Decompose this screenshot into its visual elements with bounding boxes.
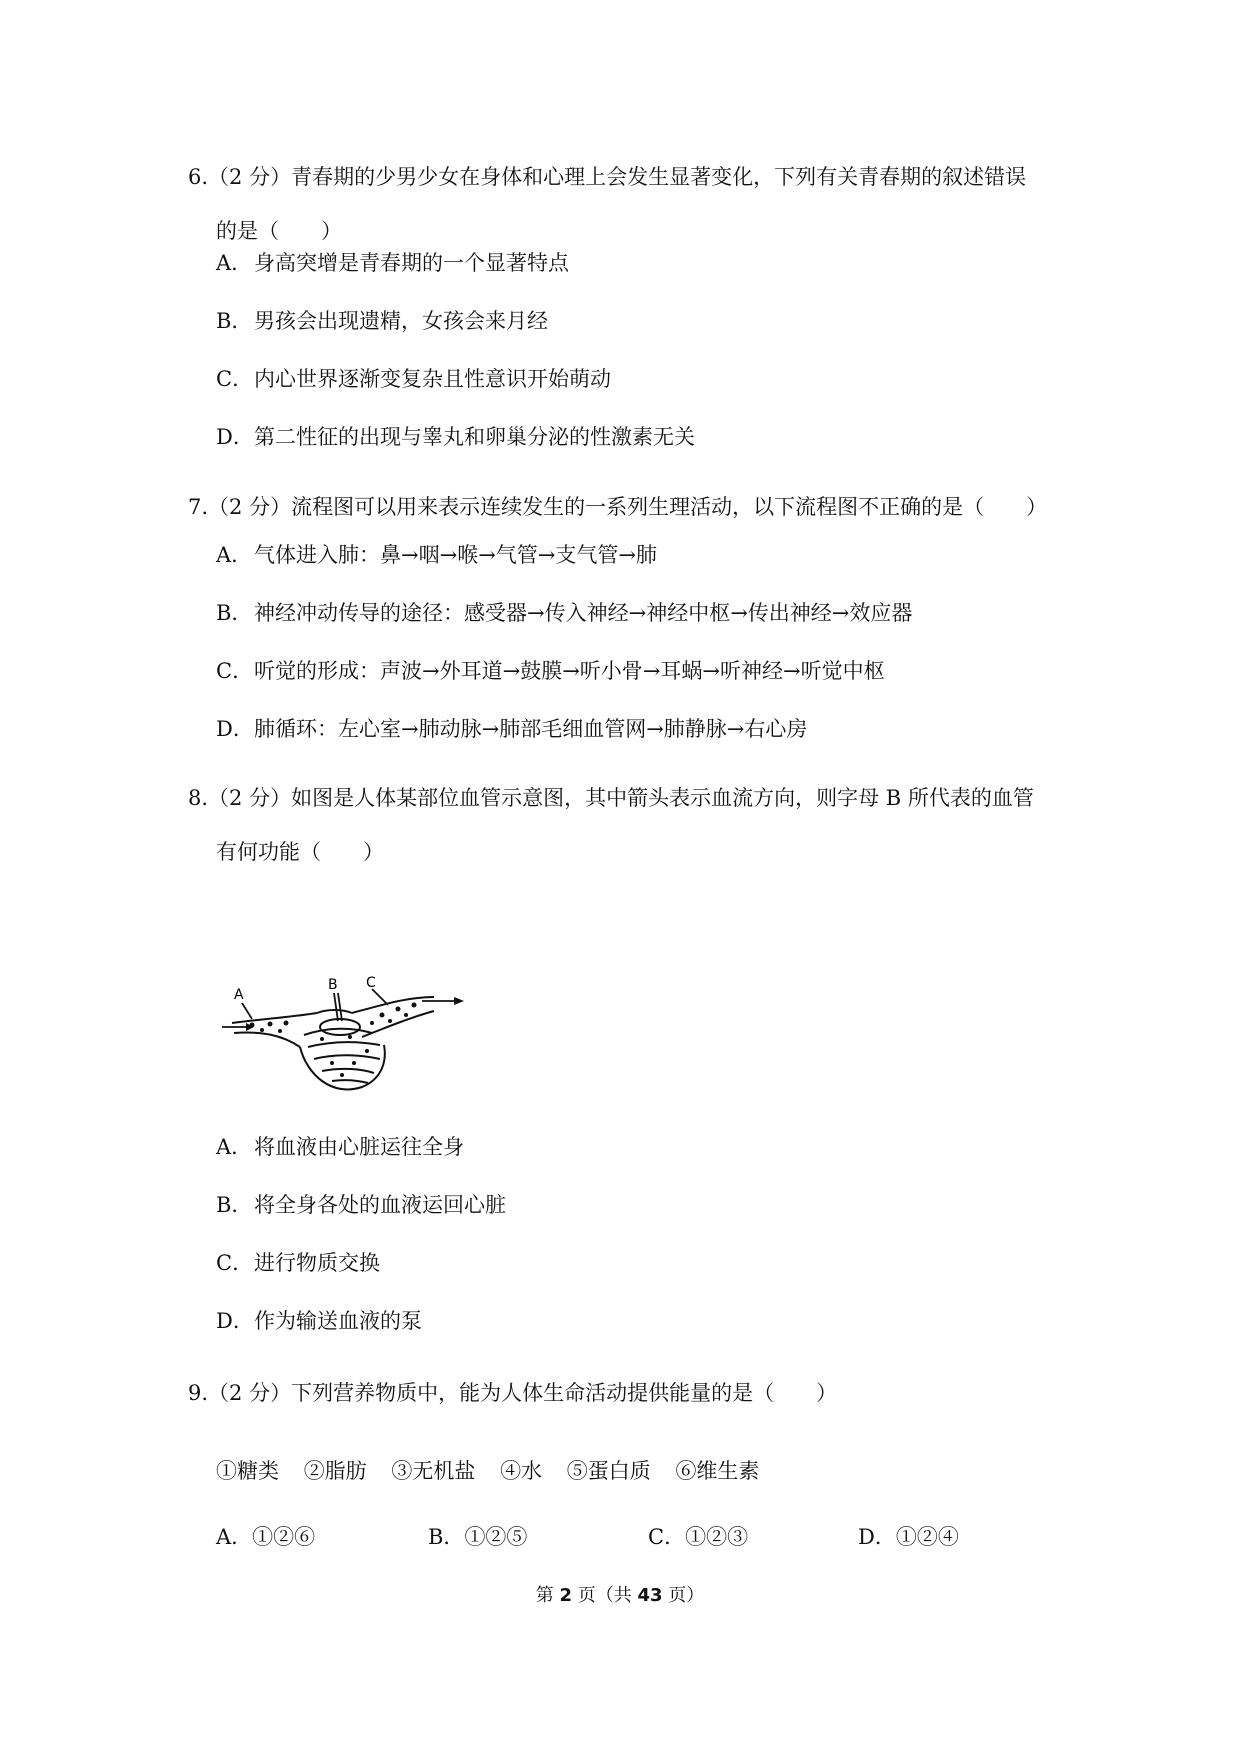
question-stem-continued: 有何功能（ ） [216, 840, 384, 864]
question-7 [188, 480, 1068, 534]
question-number: 9. [188, 1381, 209, 1405]
option-text: 身高突增是青春期的一个显著特点 [254, 251, 569, 275]
question-stem: （2 分）下列营养物质中，能为人体生命活动提供能量的是（ ） [208, 1381, 838, 1405]
current-page-number: 2 [559, 1585, 572, 1606]
option-a [216, 1131, 464, 1161]
option-text: ①②⑥ [252, 1525, 316, 1549]
option-text: 内心世界逐渐变复杂且性意识开始萌动 [254, 367, 611, 391]
option-label: A． [216, 1525, 253, 1549]
option-label: B． [216, 601, 253, 625]
option-label: D． [216, 1309, 254, 1333]
option-b [428, 1521, 527, 1551]
question-9 [188, 1366, 1068, 1420]
option-a [216, 539, 657, 569]
option-d [216, 421, 695, 451]
option-text: 神经冲动传导的途径：感受器→传入神经→神经中枢→传出神经→效应器 [254, 601, 913, 625]
label-a: A [234, 987, 244, 1003]
nutrient-item: ③无机盐 [391, 1459, 476, 1483]
question-number: 6. [188, 165, 209, 189]
option-label: C． [216, 367, 254, 391]
option-label: C． [216, 659, 254, 683]
option-text: 进行物质交换 [254, 1251, 380, 1275]
option-d [216, 1305, 422, 1335]
blood-vessel-diagram [222, 975, 472, 1100]
question-stem: （2 分）青春期的少男少女在身体和心理上会发生显著变化，下列有关青春期的叙述错误 [208, 165, 1027, 189]
option-b [216, 1189, 506, 1219]
label-b: B [328, 977, 338, 993]
nutrient-item: ②脂肪 [303, 1459, 367, 1483]
option-text: 作为输送血液的泵 [254, 1309, 422, 1333]
question-stem: （2 分）如图是人体某部位血管示意图，其中箭头表示血流方向，则字母 B 所代表的血管 [208, 786, 1034, 810]
option-a [216, 247, 569, 277]
option-c [648, 1521, 748, 1551]
option-text: 听觉的形成：声波→外耳道→鼓膜→听小骨→耳蜗→听神经→听觉中枢 [254, 659, 885, 683]
option-text: ①②③ [685, 1525, 749, 1549]
option-label: A． [216, 1135, 253, 1159]
option-label: D． [216, 425, 254, 449]
option-text: 肺循环：左心室→肺动脉→肺部毛细血管网→肺静脉→右心房 [254, 717, 808, 741]
page-footer [0, 1581, 1240, 1607]
nutrient-item: ⑤蛋白质 [566, 1459, 651, 1483]
option-text: 将全身各处的血液运回心脏 [254, 1193, 506, 1217]
option-text: 将血液由心脏运往全身 [254, 1135, 464, 1159]
question-number: 8. [188, 786, 209, 810]
nutrient-list [216, 1455, 777, 1485]
option-text: ①②④ [895, 1525, 959, 1549]
option-c [216, 655, 885, 685]
option-d [216, 713, 807, 743]
option-text: 男孩会出现遗精，女孩会来月经 [254, 309, 548, 333]
question-6 [188, 150, 1068, 258]
option-label: B． [216, 1193, 253, 1217]
question-stem-continued: 的是（ ） [216, 219, 342, 243]
option-b [216, 305, 548, 335]
option-label: A． [216, 543, 253, 567]
option-label: C． [216, 1251, 254, 1275]
option-a [216, 1521, 315, 1551]
option-label: B． [428, 1525, 465, 1549]
option-text: ①②⑤ [464, 1525, 528, 1549]
question-number: 7. [188, 495, 209, 519]
option-text: 第二性征的出现与睾丸和卵巢分泌的性激素无关 [254, 425, 695, 449]
option-label: A． [216, 251, 253, 275]
label-c: C [366, 975, 376, 991]
option-d [858, 1521, 959, 1551]
option-c [216, 1247, 380, 1277]
footer-prefix: 第 [535, 1585, 560, 1606]
option-label: C． [648, 1525, 686, 1549]
total-page-count: 43 [637, 1585, 663, 1606]
nutrient-item: ⑥维生素 [675, 1459, 760, 1483]
footer-middle: 页（共 [572, 1585, 638, 1606]
option-text: 气体进入肺：鼻→咽→喉→气管→支气管→肺 [254, 543, 657, 567]
option-label: D． [216, 717, 254, 741]
question-8 [188, 771, 1068, 879]
question-stem: （2 分）流程图可以用来表示连续发生的一系列生理活动，以下流程图不正确的是（ ） [208, 495, 1048, 519]
option-label: B． [216, 309, 253, 333]
option-b [216, 597, 912, 627]
nutrient-item: ①糖类 [216, 1459, 279, 1483]
footer-suffix: 页） [662, 1585, 705, 1606]
option-c [216, 363, 611, 393]
option-label: D． [858, 1525, 896, 1549]
nutrient-item: ④水 [500, 1459, 543, 1483]
